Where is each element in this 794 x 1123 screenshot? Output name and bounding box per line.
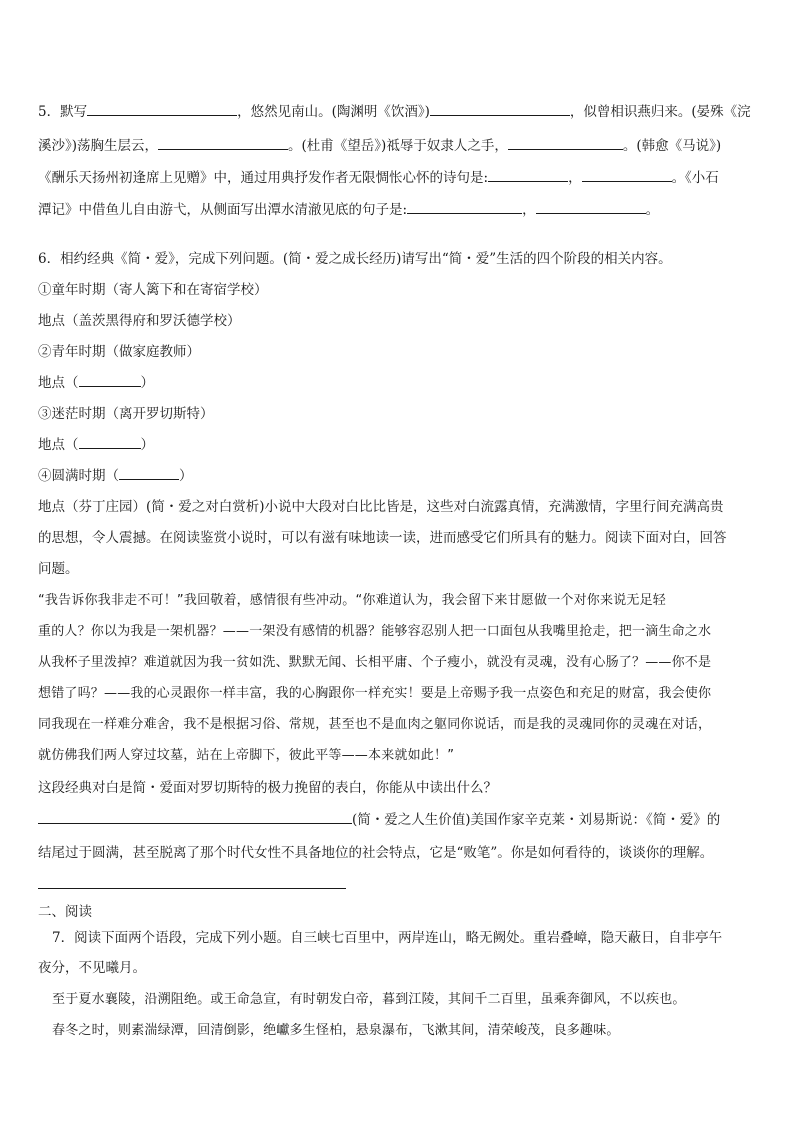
answer-blank[interactable] [38, 810, 352, 824]
q5-text: 。《小石 [671, 170, 719, 186]
value-line [38, 810, 758, 830]
answer-blank[interactable] [536, 200, 646, 214]
answer-blank[interactable] [79, 435, 141, 449]
answer-blank[interactable] [87, 102, 237, 116]
place-label: 地点（ [38, 375, 79, 391]
answer-blank[interactable] [508, 136, 623, 150]
value-line-2: 结尾过于圆满，甚至脱离了那个时代女性不具备地位的社会特点，它是“败笔”。你是如何看待的，谈谈你的理解。 [38, 845, 714, 861]
q7-line: 夜分，不见曦月。 [38, 960, 146, 976]
stage-1-place: 地点（盖茨黑得府和罗沃德学校） [38, 313, 241, 329]
q5-text: 潭记》中借鱼儿自由游弋，从侧面写出潭水清澈见底的句子是: [38, 202, 408, 218]
place-label: 地点（ [38, 437, 79, 453]
q5-line-3 [38, 168, 758, 188]
classical-text-line: 春冬之时，则素湍绿潭，回清倒影，绝巘多生怪柏，悬泉瀑布，飞漱其间，清荣峻茂，良多趣味。 [52, 1023, 620, 1038]
answer-blank[interactable] [119, 466, 179, 480]
quote-line: 同我现在一样难分难舍，我不是根据习俗、常规，甚至也不是血肉之躯同你说话，而是我的灵魂同你的灵魂在对话， [38, 717, 712, 732]
classical-text-line: 至于夏水襄陵，沿溯阻绝。或王命急宣，有时朝发白帝，暮到江陵，其间千二百里，虽乘奔御风，不以疾也。 [52, 992, 686, 1007]
stage-2: ②青年时期（做家庭教师） [38, 344, 200, 360]
answer-blank[interactable] [79, 373, 141, 387]
place-suffix: ） [140, 437, 154, 453]
q5-text: 溪沙》)荡胸生层云， [38, 138, 159, 154]
stage-3-place [38, 435, 758, 455]
q5-text: 5．默写 [38, 104, 88, 120]
follow-up-question: 这段经典对白是简・爱面对罗切斯特的极力挽留的表白，你能从中读出什么？ [38, 780, 497, 796]
q5-text: 。 [645, 202, 660, 218]
quote-line: 从我杯子里泼掉？难道就因为我一贫如洗、默默无闻、长相平庸、个子瘦小，就没有灵魂，没有心肠了？——你不是 [38, 655, 712, 670]
answer-blank[interactable] [158, 136, 288, 150]
paragraph-line: 地点（芬丁庄园）(简・爱之对白赏析)小说中大段对白比比皆是，这些对白流露真情，充满激情，字里行间充满高贵 [38, 499, 724, 515]
quote-line: 想错了吗？——我的心灵跟你一样丰富，我的心胸跟你一样充实！要是上帝赐予我一点姿色和充足的财富，我会使你 [38, 686, 712, 701]
q5-text: ， [568, 170, 582, 186]
place-suffix: ） [140, 375, 154, 391]
answer-blank[interactable] [407, 200, 522, 214]
q5-text: ，似曾相识燕归来。(晏殊《浣 [569, 104, 751, 120]
q6-intro: 6．相约经典《简・爱》，完成下列问题。(简・爱之成长经历)请写出“简・爱”生活的四个阶段的相关内容。 [38, 251, 672, 267]
stage-1: ①童年时期（寄人篱下和在寄宿学校） [38, 282, 268, 298]
section-title: 二、阅读 [38, 904, 92, 920]
q5-text: ，悠然见南山。(陶渊明《饮酒》) [237, 104, 430, 120]
paragraph-line: 问题。 [38, 561, 79, 577]
answer-line[interactable] [38, 888, 346, 889]
stage-3: ③迷茫时期（离开罗切斯特） [38, 406, 214, 422]
q5-line-1 [38, 102, 758, 122]
q7-line: 7．阅读下面两个语段，完成下列小题。自三峡七百里中，两岸连山，略无阙处。重岩叠嶂，隐天蔽日，自非亭午 [52, 930, 723, 946]
quote-line: “我告诉你我非走不可！”我回敬着，感情很有些冲动。“你难道认为，我会留下来甘愿做一个对你来说无足轻 [38, 593, 667, 608]
q5-line-2 [38, 136, 758, 156]
stage-4 [38, 466, 758, 486]
answer-blank[interactable] [488, 168, 568, 182]
q5-text: 《酬乐天扬州初逢席上见赠》中，通过用典抒发作者无限惆怅心怀的诗句是: [38, 170, 489, 186]
stage-4-suffix: ） [179, 468, 193, 484]
q5-text: ， [522, 202, 536, 218]
answer-blank[interactable] [430, 102, 570, 116]
answer-blank[interactable] [582, 168, 672, 182]
value-text: (简・爱之人生价值)美国作家辛克莱・刘易斯说：《简・爱》的 [352, 812, 721, 828]
q5-text: 。(杜甫《望岳》)祗辱于奴隶人之手， [288, 138, 508, 154]
stage-4-label: ④圆满时期（ [38, 468, 119, 484]
quote-line: 就仿佛我们两人穿过坟墓，站在上帝脚下，彼此平等——本来就如此！” [38, 748, 455, 763]
quote-line: 重的人？你以为我是一架机器？——一架没有感情的机器？能够容忍别人把一口面包从我嘴里抢走，把一滴生命之水 [38, 624, 712, 639]
q5-line-4 [38, 200, 758, 220]
paragraph-line: 的思想，令人震撼。在阅读鉴赏小说时，可以有滋有味地读一读，进而感受它们所具有的魅力。阅读下面对白，回答 [38, 530, 727, 546]
q5-text: 。(韩愈《马说》) [622, 138, 722, 154]
stage-2-place [38, 373, 758, 393]
